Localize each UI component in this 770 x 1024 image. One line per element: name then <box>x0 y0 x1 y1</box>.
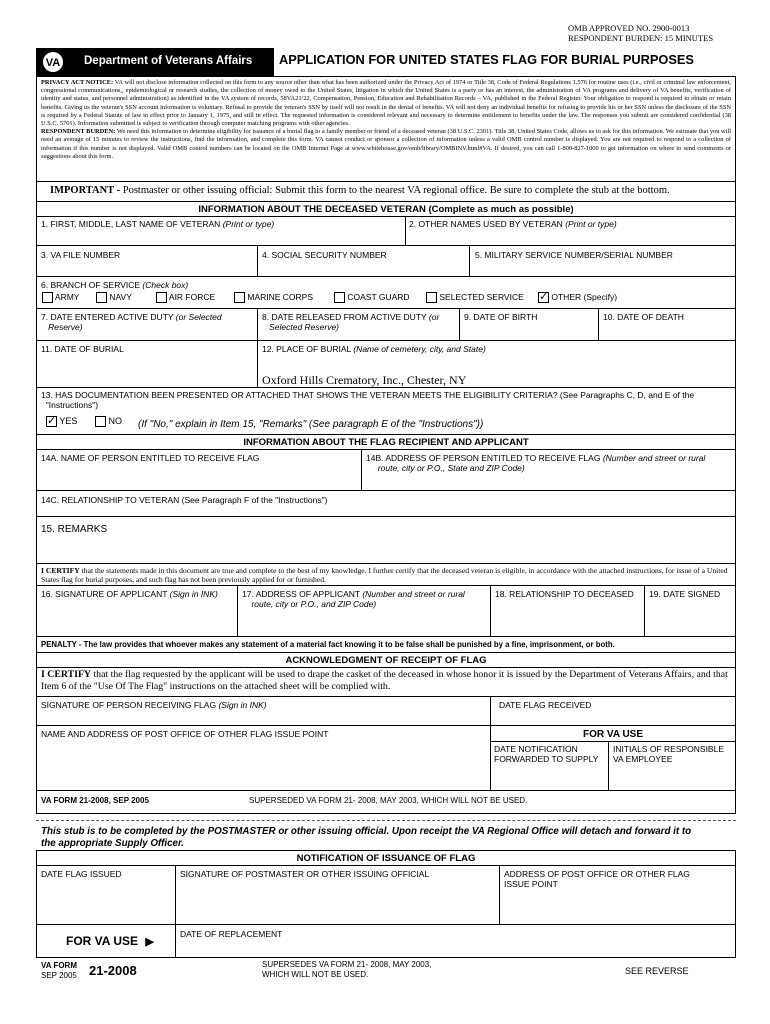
field-post-office-name-address[interactable]: NAME AND ADDRESS OF POST OFFICE OF OTHER FLAG ISSUE POINT <box>41 729 329 739</box>
field-va-file-number[interactable]: 3. VA FILE NUMBER <box>41 250 121 260</box>
penalty-statement: PENALTY - The law provides that whoever makes any statement of a material fact knowing it to be false shall be punished by a fine, imprisonment, or both. <box>41 640 615 649</box>
field-date-flag-received[interactable]: DATE FLAG RECEIVED <box>499 700 592 710</box>
field-applicant-address[interactable]: 17. ADDRESS OF APPLICANT (Number and street or rural route, city or P.O., and ZIP Code) <box>242 589 465 609</box>
form-number-footer: VA FORM 21-2008, SEP 2005 <box>41 796 149 805</box>
branch-navy[interactable]: NAVY <box>96 292 132 303</box>
field-recipient-name[interactable]: 14A. NAME OF PERSON ENTITLED TO RECEIVE FLAG <box>41 453 260 463</box>
field-remarks[interactable]: 15. REMARKS <box>41 524 108 535</box>
field-post-office-address[interactable]: ADDRESS OF POST OFFICE OR OTHER FLAG ISSUE POINT <box>504 869 690 889</box>
checkbox-army[interactable] <box>42 292 53 303</box>
field-date-flag-issued[interactable]: DATE FLAG ISSUED <box>41 869 122 879</box>
field-eligibility-documentation: 13. HAS DOCUMENTATION BEEN PRESENTED OR ATTACHED THAT SHOWS THE VETERAN MEETS THE ELIGIBILITY CRITERIA? (See Paragraphs C, D, and E of the "Instructions") <box>41 390 695 410</box>
branch-other[interactable]: ✓ OTHER (Specify) <box>538 292 617 303</box>
privacy-notice <box>41 79 731 161</box>
checkbox-other-checked[interactable] <box>538 292 549 303</box>
field-ssn[interactable]: 4. SOCIAL SECURITY NUMBER <box>262 250 387 260</box>
field-relationship-to-veteran[interactable]: 14C. RELATIONSHIP TO VETERAN (See Paragraph F of the "Instructions") <box>41 495 328 505</box>
checkbox-coast-guard[interactable] <box>334 292 345 303</box>
checkbox-air-force[interactable] <box>156 292 167 303</box>
form-title: APPLICATION FOR UNITED STATES FLAG FOR BURIAL PURPOSES <box>279 52 694 67</box>
stub-form-number: 21-2008 <box>89 963 137 978</box>
stub-supersedes: SUPERSEDES VA FORM 21- 2008, MAY 2003, WHICH WILL NOT BE USED. <box>262 960 432 979</box>
field-relationship-to-deceased[interactable]: 18. RELATIONSHIP TO DECEASED <box>495 589 634 599</box>
field-initials-responsible[interactable]: INITIALS OF RESPONSIBLE VA EMPLOYEE <box>613 744 725 764</box>
va-logo-icon <box>42 51 70 73</box>
see-reverse: SEE REVERSE <box>625 966 689 976</box>
field-place-of-burial: 12. PLACE OF BURIAL (Name of cemetery, city, and State) <box>262 344 486 354</box>
field-recipient-address[interactable]: 14B. ADDRESS OF PERSON ENTITLED TO RECEIVE FLAG (Number and street or rural route, city or P.O., State and ZIP Code) <box>366 453 706 473</box>
checkbox-yes-checked[interactable] <box>46 416 57 427</box>
field-applicant-signature[interactable]: 16. SIGNATURE OF APPLICANT (Sign in INK) <box>41 589 218 599</box>
field-date-of-burial[interactable]: 11. DATE OF BURIAL <box>41 344 124 354</box>
field-branch-of-service: 6. BRANCH OF SERVICE (Check box) <box>41 280 189 290</box>
field-date-released-active-duty[interactable]: 8. DATE RELEASED FROM ACTIVE DUTY (or Selected Reserve) <box>262 312 440 332</box>
field-postmaster-signature[interactable]: SIGNATURE OF POSTMASTER OR OTHER ISSUING OFFICIAL <box>180 869 430 879</box>
burden-text: We need this information to determine eligibility for issuance of a burial flag to a family member or friend of a deceased veteran (38 U.S.C. 2301). Title 38, United States Code, allows us to ask for this information. We estimate that you will need an average of 15 minutes to review the instructions, find the information, and complete this form. VA cannot conduct or sponsor a collection of information unless a valid OMB control number is displayed. You are not required to respond to a collection of information if this number is not displayed. Valid OMB control numbers can be located on the OMB Internet Page at www.whitehouse.gov/omb/library/OMBINV.html#VA. If desired, you can call 1-800-827-1000 to get information on where to send comments or suggestions about this form. <box>41 128 732 160</box>
va-header-banner <box>36 48 274 76</box>
eligibility-yes[interactable]: ✓ YES <box>46 416 77 427</box>
department-name: Department of Veterans Affairs <box>84 55 253 67</box>
svg-text:VA: VA <box>45 57 61 69</box>
section-notification-issuance: NOTIFICATION OF ISSUANCE OF FLAG <box>296 853 476 864</box>
checkbox-selected-service[interactable] <box>426 292 437 303</box>
field-date-signed[interactable]: 19. DATE SIGNED <box>649 589 721 599</box>
branch-coast-guard[interactable]: COAST GUARD <box>334 292 410 303</box>
branch-army[interactable]: ARMY <box>42 292 79 303</box>
important-text: Postmaster or other issuing official: Submit this form to the nearest VA regional office. Be sure to complete the stub at the bottom. <box>120 185 670 196</box>
eligibility-no[interactable]: NO <box>95 416 122 427</box>
branch-air-force[interactable]: AIR FORCE <box>156 292 215 303</box>
section-acknowledgment: ACKNOWLEDGMENT OF RECEIPT OF FLAG <box>285 655 487 666</box>
field-date-of-birth[interactable]: 9. DATE OF BIRTH <box>464 312 538 322</box>
branch-marine-corps[interactable]: MARINE CORPS <box>234 292 313 303</box>
field-date-of-death[interactable]: 10. DATE OF DEATH <box>603 312 684 322</box>
section-flag-recipient: INFORMATION ABOUT THE FLAG RECIPIENT AND APPLICANT <box>243 437 529 448</box>
field-date-entered-active-duty[interactable]: 7. DATE ENTERED ACTIVE DUTY (or Selected Reserve) <box>41 312 222 332</box>
section-deceased-veteran: INFORMATION ABOUT THE DECEASED VETERAN (Complete as much as possible) <box>198 204 574 215</box>
checkbox-no[interactable] <box>95 416 106 427</box>
field-military-service-number[interactable]: 5. MILITARY SERVICE NUMBER/SERIAL NUMBER <box>475 250 673 260</box>
arrow-right-icon: ▶ <box>145 936 154 948</box>
eligibility-note: (If "No," explain in Item 15, "Remarks" (See paragraph E of the "Instructions")) <box>138 419 484 430</box>
omb-number: OMB APPROVED NO. 2900-0013 <box>568 23 690 33</box>
field-other-names[interactable]: 2. OTHER NAMES USED BY VETERAN (Print or type) <box>409 219 617 229</box>
superseded-notice: SUPERSEDED VA FORM 21- 2008, MAY 2003, WHICH WILL NOT BE USED. <box>249 796 528 805</box>
important-lead: IMPORTANT - <box>50 185 121 196</box>
field-veteran-name[interactable]: 1. FIRST, MIDDLE, LAST NAME OF VETERAN (Print or type) <box>41 219 275 229</box>
stub-for-va-use: FOR VA USE ▶ <box>66 934 154 948</box>
omb-approval <box>568 23 713 43</box>
acknowledgment-statement: I CERTIFY that the flag requested by the applicant will be used to drape the casket of the deceased in whose honor it is issued by the Department of Veterans Affairs, and that Item 6 of the "Use Of The Flag" instructions on the attached sheet will be complied with. <box>41 669 728 692</box>
place-of-burial-value[interactable]: Oxford Hills Crematory, Inc., Chester, NY <box>262 373 467 387</box>
stub-va-form: VA FORM SEP 2005 <box>41 961 77 980</box>
respondent-burden-time: RESPONDENT BURDEN: 15 MINUTES <box>568 33 714 43</box>
privacy-text: VA will not disclose information collected on this form to any source other than what has been authorized under the Privacy Act of 1974 or Title 38, Code of Federal Regulations 1.576 for routine uses (i.e., civil or criminal law enforcement, congressional communications,, epidemiological or research studies, the collection of money owed to the United States, litigation in which the United States is a party or has an interest, the administration of VA programs and delivery of VA benefits, verification of identity and status, and personnel administration) as identified in the VA system of records, 58VA21/22, Compensation, Pension, Education and Rehabilitation Records – VA, published in the Federal Register. Your obligation to respond is required to obtain or retain benefits. Giving us the veteran's SSN account information is voluntary. Refusal to provide the veteran's SSN by itself will not result in the denial of benefits. VA will not deny an individual benefits for refusing to provide his or her SSN unless the disclosure of the SSN is required by a Federal Statute of law in effect prior to January 1, 1975, and still in effect. The requested information is considered relevant and necessary to determine entitlement to benefits under the law. The responses you submit are considered confidential (38 U.S.C. 5701). Information submitted is subject to verification through computer matching programs with other agencies. <box>41 79 731 128</box>
certification-statement: I CERTIFY that the statements made in this document are true and complete to the best of my knowledge. I further certify that the deceased veteran is eligible, in accordance with the attached instructions, for issue of a United States flag for burial purposes, and such flag has not been previously applied for or furnished. <box>41 566 728 584</box>
tear-line <box>36 820 736 821</box>
branch-selected-service[interactable]: SELECTED SERVICE <box>426 292 524 303</box>
field-receiving-signature[interactable]: SIGNATURE OF PERSON RECEIVING FLAG (Sign in INK) <box>41 700 267 710</box>
for-va-use-label: FOR VA USE <box>583 729 644 740</box>
privacy-lead: PRIVACY ACT NOTICE: <box>41 79 114 86</box>
stub-instructions: This stub is to be completed by the POSTMASTER or other issuing official. Upon receipt the VA Regional Office will detach and forward it to the appropriate Supply Officer. <box>41 826 692 849</box>
field-date-of-replacement[interactable]: DATE OF REPLACEMENT <box>180 929 283 939</box>
important-notice <box>50 185 670 196</box>
checkbox-navy[interactable] <box>96 292 107 303</box>
burden-lead: RESPONDENT BURDEN: <box>41 128 116 136</box>
field-date-notification[interactable]: DATE NOTIFICATION FORWARDED TO SUPPLY <box>494 744 599 764</box>
checkbox-marine-corps[interactable] <box>234 292 245 303</box>
